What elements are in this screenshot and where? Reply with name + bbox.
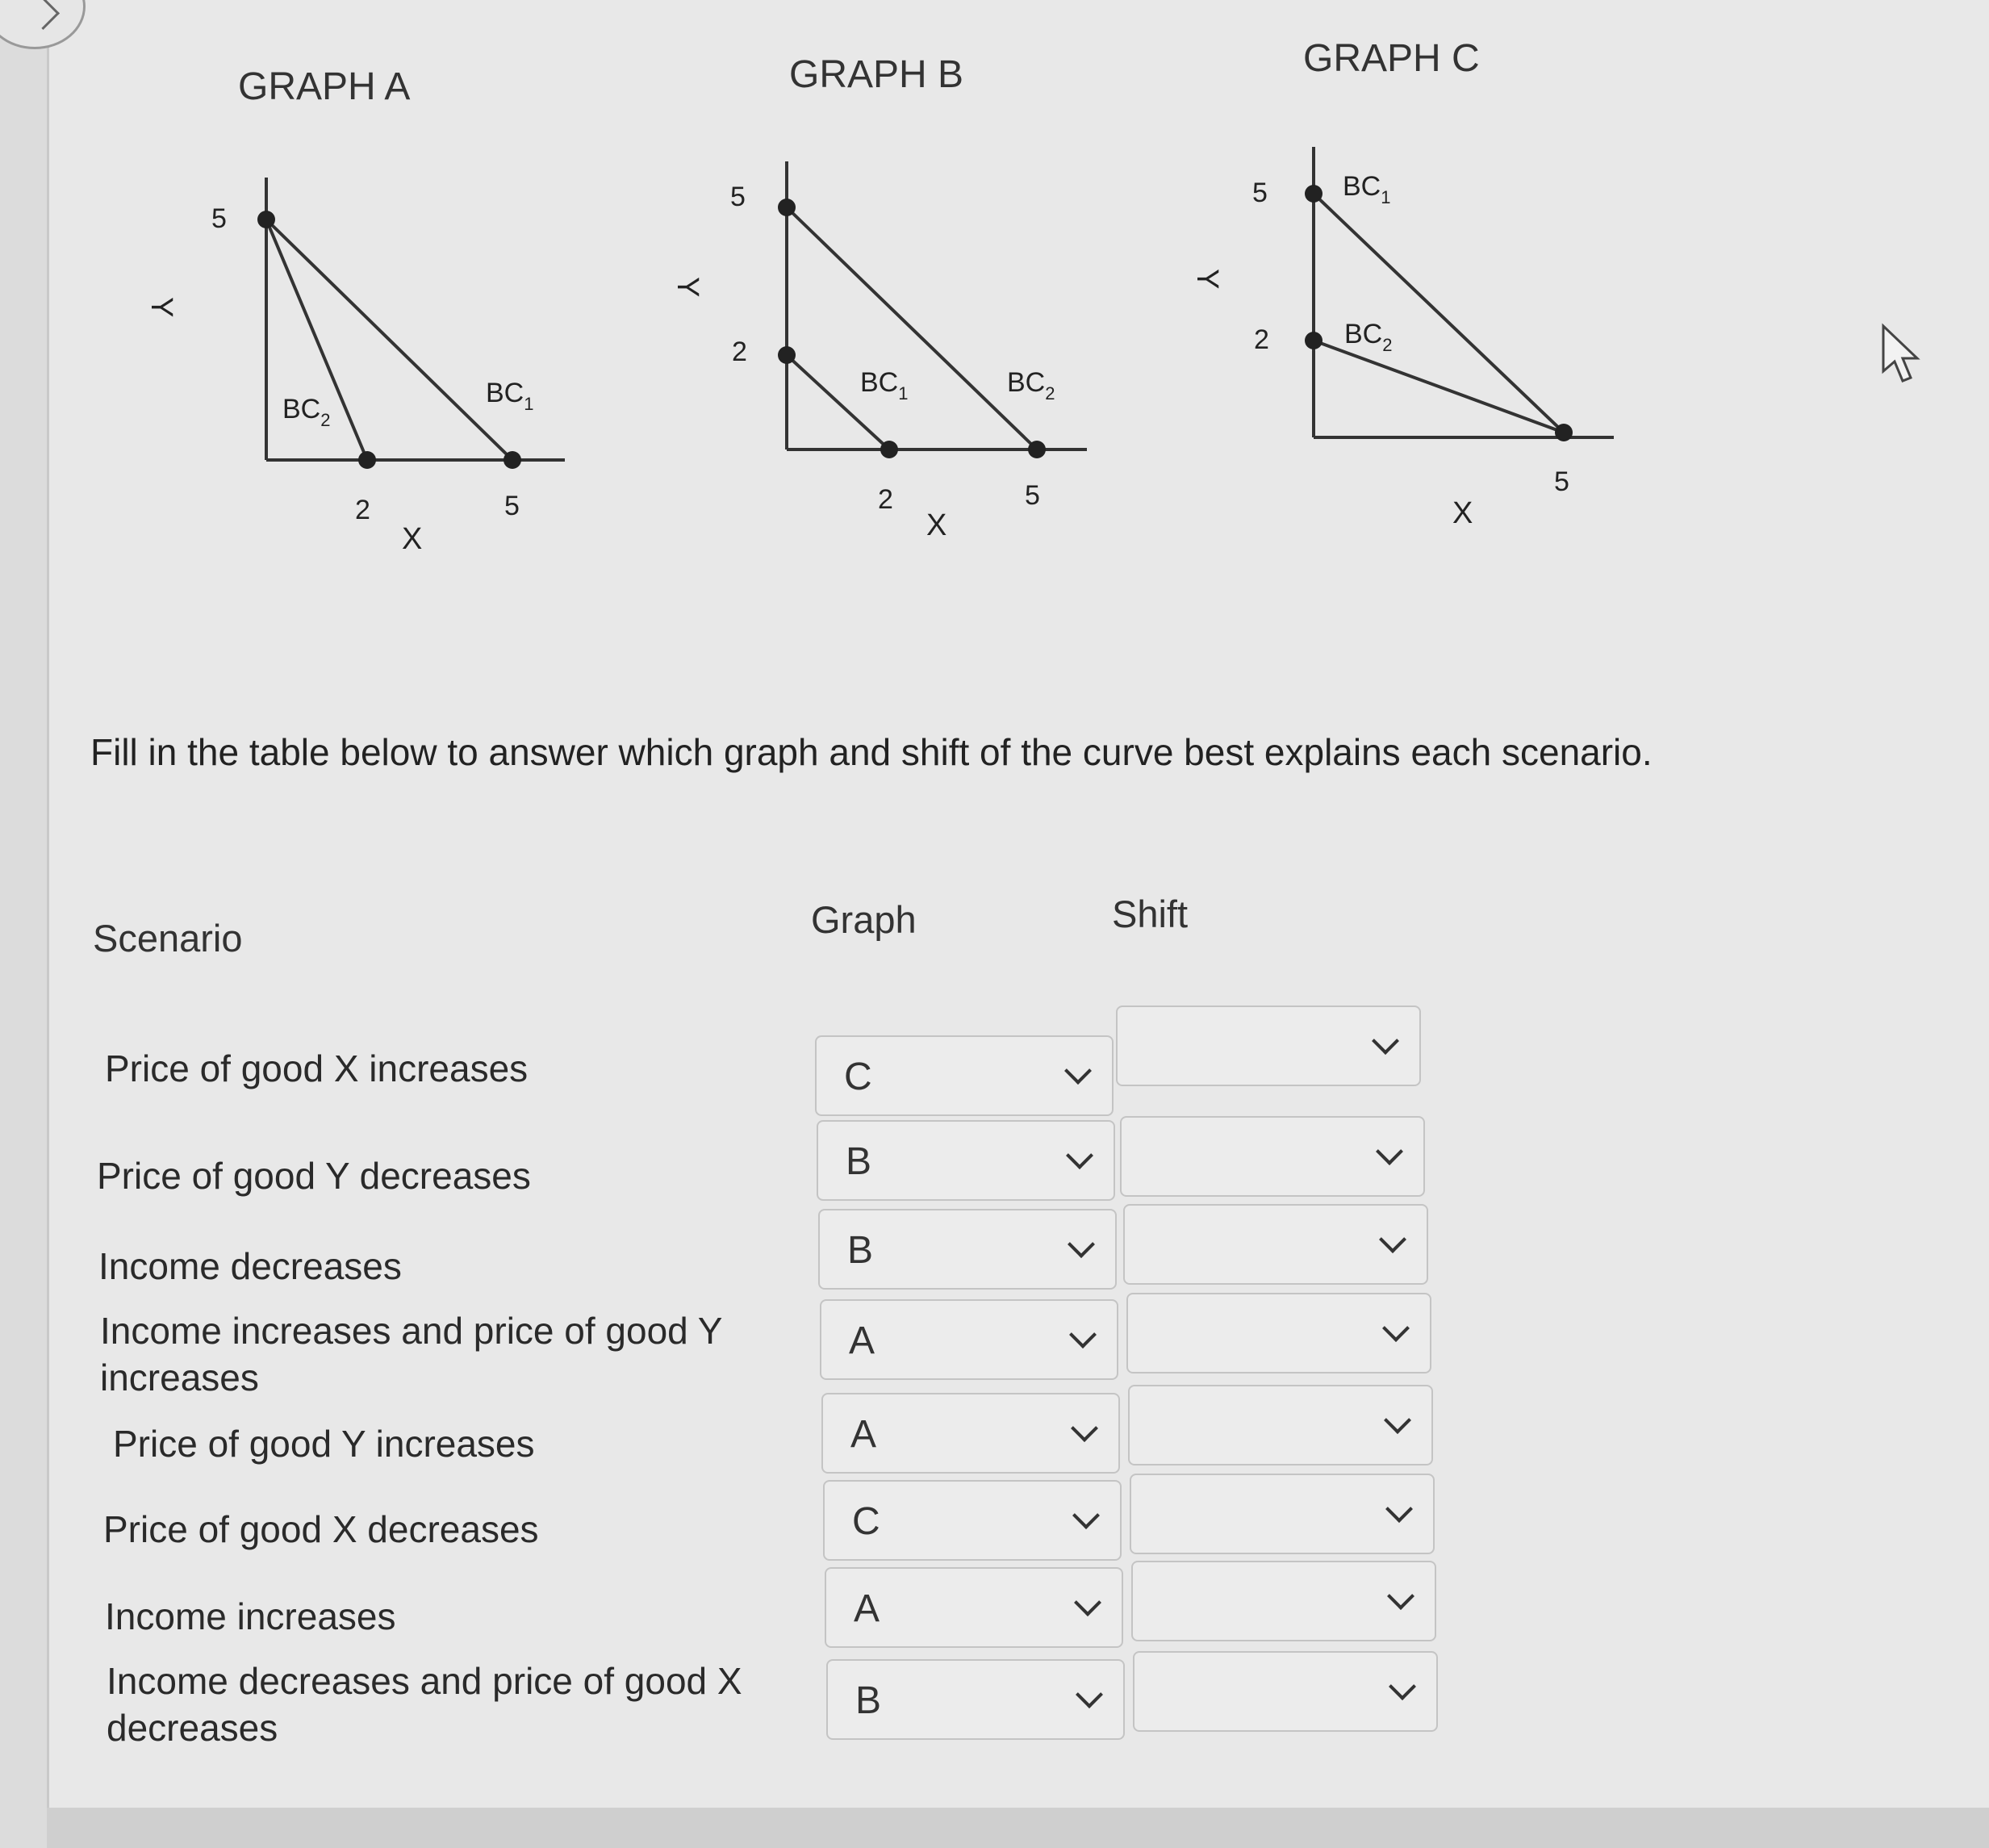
scenario-column-header: Scenario — [93, 917, 243, 960]
chevron-down-icon — [1069, 1321, 1097, 1348]
x-tick-label: 5 — [1554, 466, 1569, 497]
graph-c — [1178, 137, 1630, 541]
y-tick-label: 2 — [1254, 324, 1269, 355]
shift-select[interactable] — [1126, 1293, 1431, 1373]
x-axis-label: X — [402, 522, 423, 556]
graph-select[interactable] — [821, 1393, 1120, 1474]
shift-select[interactable] — [1120, 1116, 1425, 1197]
graph-b-title: GRAPH B — [789, 53, 964, 96]
chevron-down-icon — [1379, 1226, 1406, 1253]
x-tick-label: 2 — [878, 484, 893, 515]
y-axis-label: Y — [1190, 269, 1224, 290]
bc1-label: $BC_1$ — [1343, 171, 1391, 207]
scenario-label: Income increases — [105, 1595, 396, 1637]
scenario-label: Income increases and price of good Y increases — [100, 1310, 722, 1399]
y-tick-label: 5 — [1252, 178, 1268, 208]
bottom-bar — [47, 1808, 1989, 1848]
bc2-line — [787, 207, 1037, 449]
graph-select-value: A — [850, 1413, 877, 1456]
chevron-down-icon — [1384, 1407, 1411, 1434]
shift-column-header: Shift — [1112, 893, 1189, 935]
graph-column-header: Graph — [811, 898, 917, 941]
chevron-down-icon — [1076, 1681, 1103, 1708]
graph-select-value: A — [849, 1319, 875, 1362]
graph-select[interactable] — [823, 1480, 1122, 1561]
chevron-down-icon — [1376, 1138, 1403, 1165]
y-tick-label: 2 — [732, 337, 747, 367]
chevron-down-icon — [1382, 1315, 1410, 1342]
chevron-down-icon — [1389, 1673, 1416, 1700]
y-tick-label: 5 — [730, 182, 746, 212]
x-intercept-point — [1555, 424, 1573, 441]
scenario-label: Price of good X increases — [105, 1047, 529, 1089]
graph-select[interactable] — [825, 1567, 1123, 1648]
chevron-right-icon — [27, 0, 60, 30]
bc2-line — [1314, 341, 1564, 433]
bc2-label: $BC_2$ — [282, 394, 331, 430]
y-tick-label: 5 — [211, 203, 227, 234]
graph-select[interactable] — [820, 1299, 1118, 1380]
graph-c-title: GRAPH C — [1303, 37, 1480, 80]
graph-select[interactable] — [817, 1120, 1115, 1201]
chevron-down-icon — [1072, 1502, 1100, 1529]
graph-select-value: C — [852, 1500, 880, 1543]
graph-select-value: B — [847, 1229, 874, 1272]
scenario-label: Income decreases and price of good X decreases — [107, 1660, 742, 1749]
shift-select[interactable] — [1116, 1006, 1421, 1086]
chevron-down-icon — [1068, 1231, 1095, 1258]
instructions-text: Fill in the table below to answer which graph and shift of the curve best explains each scenario. — [90, 731, 1653, 773]
graph-select-value: B — [846, 1140, 872, 1183]
graph-select-value: B — [855, 1679, 882, 1722]
shift-select[interactable] — [1133, 1651, 1438, 1732]
y-intercept-point — [257, 211, 275, 228]
graph-a — [137, 161, 589, 565]
x-intercept-point — [504, 451, 521, 469]
shift-select[interactable] — [1131, 1561, 1436, 1641]
y-intercept-point — [1305, 185, 1323, 203]
x-tick-label: 5 — [1025, 480, 1040, 511]
bc1-line — [1314, 194, 1564, 433]
x-axis-label: X — [1452, 496, 1473, 530]
bc2-label: $BC_2$ — [1344, 319, 1393, 355]
shift-select[interactable] — [1123, 1204, 1428, 1285]
scenario-label: Price of good Y decreases — [97, 1155, 531, 1197]
chevron-down-icon — [1066, 1142, 1093, 1169]
chevron-down-icon — [1387, 1583, 1414, 1610]
y-intercept-point — [1305, 332, 1323, 349]
y-intercept-point — [778, 346, 796, 364]
graph-select[interactable] — [826, 1659, 1125, 1740]
scenario-label: Price of good Y increases — [113, 1423, 535, 1465]
x-intercept-point — [1028, 441, 1046, 458]
x-intercept-point — [358, 451, 376, 469]
chevron-down-icon — [1074, 1589, 1101, 1616]
scenario-label: Price of good X decreases — [103, 1508, 539, 1550]
y-intercept-point — [778, 199, 796, 216]
graph-b — [662, 149, 1114, 553]
graph-select[interactable] — [815, 1035, 1114, 1116]
y-axis-label: Y — [144, 297, 178, 318]
chevron-down-icon — [1064, 1057, 1092, 1085]
chevron-down-icon — [1071, 1415, 1098, 1442]
shift-select[interactable] — [1128, 1385, 1433, 1465]
chevron-down-icon — [1372, 1027, 1399, 1055]
scenario-label: Income decreases — [98, 1245, 402, 1287]
mouse-cursor-icon — [1880, 323, 1928, 387]
bc2-label: $BC_2$ — [1007, 367, 1055, 403]
chevron-down-icon — [1385, 1495, 1413, 1523]
graph-select-value: C — [844, 1056, 872, 1098]
x-tick-label: 2 — [355, 495, 370, 525]
x-intercept-point — [880, 441, 898, 458]
shift-select[interactable] — [1130, 1474, 1435, 1554]
x-axis-label: X — [926, 508, 947, 542]
y-axis-label: Y — [671, 277, 704, 298]
graph-a-title: GRAPH A — [238, 65, 411, 108]
bc1-label: $BC_1$ — [860, 367, 909, 403]
graph-select-value: A — [854, 1587, 880, 1630]
graph-select[interactable] — [818, 1209, 1117, 1290]
bc1-label: $BC_1$ — [486, 378, 534, 414]
x-tick-label: 5 — [504, 491, 520, 521]
